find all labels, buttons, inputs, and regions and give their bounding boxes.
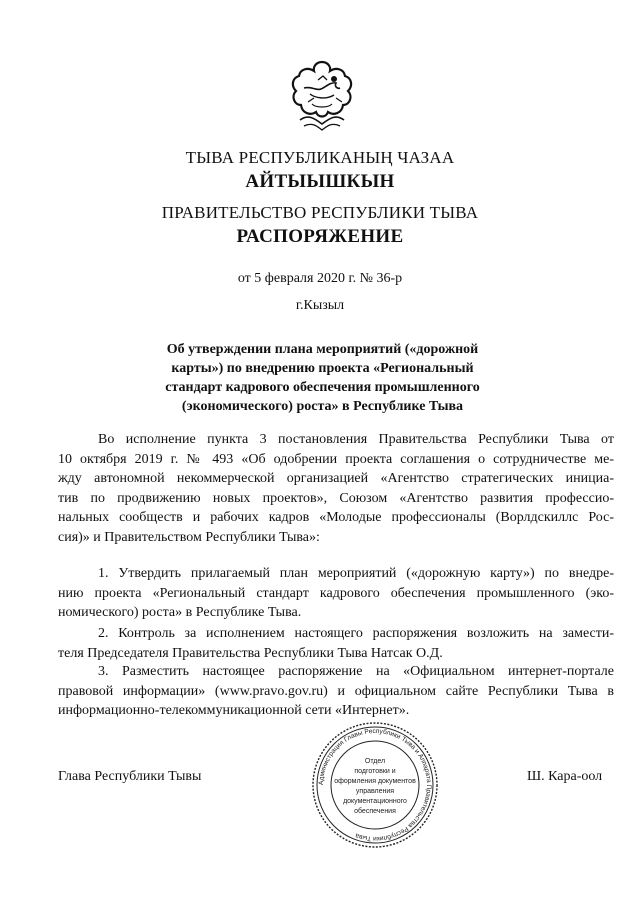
title-line: (экономического) роста» в Республике Тыва — [181, 399, 464, 414]
header-order-title: РАСПОРЯЖЕНИЕ — [236, 226, 404, 247]
city: г.Кызыл — [295, 298, 345, 313]
text-line: теля Председателя Правительства Республики Тыва Натсак О.Д. — [58, 645, 443, 661]
text-line: 2. Контроль за исполнением настоящего распоряжения возложить на замести- — [98, 626, 614, 641]
item-2-paragraph — [58, 624, 614, 663]
text-line: нию проекта «Региональный стандарт кадрового обеспечения промышленного (эко- — [58, 585, 614, 601]
text-line: правовой информации» (www.pravo.gov.ru) и официальном сайте Республики Тыва в — [58, 683, 614, 699]
text-line: сия)» и Правительством Республики Тыва»: — [58, 529, 320, 545]
item-1-paragraph — [58, 564, 614, 623]
text-line: информационно-телекоммуникационной сети «Интернет». — [58, 703, 410, 718]
stamp-center-line: обеспечения — [354, 808, 396, 815]
text-line: 10 октября 2019 г. № 493 «Об одобрении проекта соглашения о сотрудничестве ме- — [58, 451, 614, 467]
tyva-emblem-icon — [290, 58, 354, 132]
stamp-center-line: Отдел — [364, 758, 386, 765]
stamp-ring-text: Администрация Главы Республики Тыва и Аппарата Правительства Республики Тыва — [317, 727, 433, 843]
stamp-center-line: управления — [355, 788, 395, 795]
title-line: карты») по внедрению проекта «Региональный — [171, 361, 474, 376]
date-number: от 5 февраля 2020 г. № 36-р — [237, 271, 403, 286]
text-line: номического) роста» в Республике Тыва. — [58, 605, 302, 620]
text-line: жду автономной некоммерческой организацией «Агентство стратегических инициа- — [58, 471, 614, 486]
item-3-paragraph — [58, 662, 614, 721]
header-government-russian: ПРАВИТЕЛЬСТВО РЕСПУБЛИКИ ТЫВА — [161, 203, 479, 222]
header-tyva-government: ТЫВА РЕСПУБЛИКАНЫҢ ЧАЗАА — [185, 148, 455, 167]
text-line: Во исполнение пункта 3 постановления Правительства Республики Тыва от — [98, 432, 614, 447]
title-line: стандарт кадрового обеспечения промышленного — [165, 380, 480, 395]
text-line: 1. Утвердить прилагаемый план мероприятий («дорожную карту») по внедре- — [98, 566, 614, 581]
header-aityyshkyn: АЙТЫЫШКЫН — [245, 171, 395, 192]
signatory-position: Глава Республики Тывы — [58, 769, 202, 784]
text-line: 3. Разместить настоящее распоряжение на «Официальном интернет-портале — [98, 664, 614, 679]
text-line: тив по продвижению новых проектов», Союзом «Агентство развития профессио- — [58, 490, 614, 506]
preamble-paragraph — [58, 430, 614, 547]
official-stamp — [310, 720, 440, 850]
text-line: нальных сообществ и рабочих кадров «Молодые профессионалы (Ворлдскиллс Рос- — [58, 510, 614, 525]
stamp-center-line: подготовки и — [354, 768, 396, 775]
stamp-center-line: оформления документов — [334, 778, 416, 785]
signatory-name: Ш. Кара-оол — [527, 769, 603, 784]
stamp-center-line: документационного — [343, 798, 407, 805]
document-title — [150, 340, 495, 416]
title-line: Об утверждении плана мероприятий («дорожной — [166, 342, 479, 357]
